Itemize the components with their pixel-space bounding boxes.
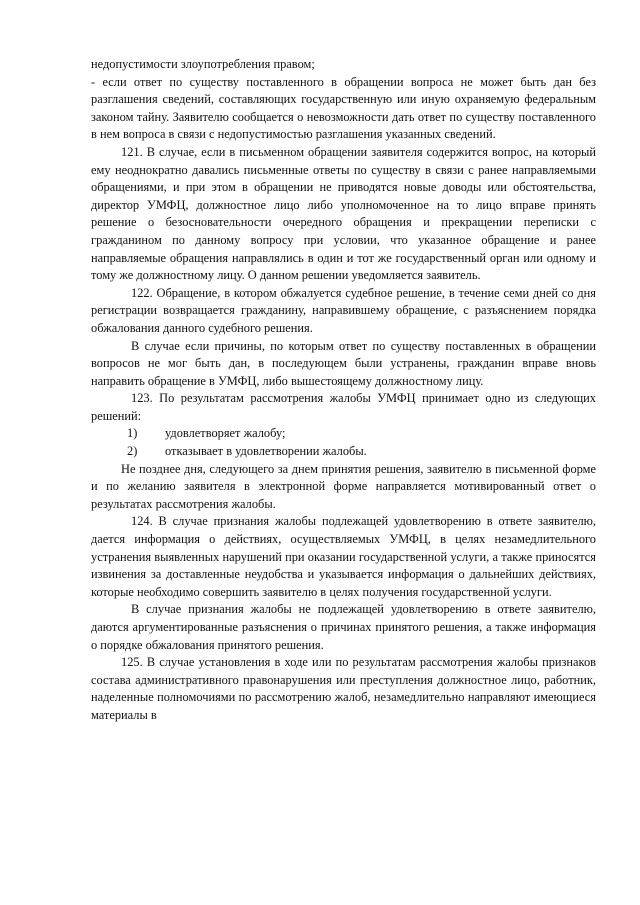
list-item-number: 1) xyxy=(127,426,138,441)
paragraph-122-followup: В случае если причины, по которым ответ по существу поставленных в обращении вопросов не мог быть дан, в последующем были устранены, гражданин вправе вновь направить обращение в УМФЦ, либо вышестоящему должностному лицу. xyxy=(91,338,596,388)
list-item xyxy=(91,425,596,443)
list-item-text: удовлетворяет жалобу; xyxy=(165,426,286,441)
paragraph-122: 122. Обращение, в котором обжалуется судебное решение, в течение семи дней со дня регистрации возвращается гражданину, направившему обращение, с разъяснением порядка обжалования данного судебного решения. xyxy=(91,285,596,335)
list-item-number: 2) xyxy=(127,444,138,459)
list-item-text: отказывает в удовлетворении жалобы. xyxy=(165,444,367,459)
paragraph-125: 125. В случае установления в ходе или по результатам рассмотрения жалобы признаков состава административного правонарушения или преступления должностное лицо, работник, наделенные полномочиями по рассмотрению жалоб, незамедлительно направляют имеющиеся материалы в xyxy=(91,655,596,722)
paragraph-response-deadline: Не позднее дня, следующего за днем принятия решения, заявителю в письменной форме и по желанию заявителя в электронной форме направляется мотивированный ответ о результатах рассмотрения жалобы. xyxy=(91,461,596,511)
paragraph-124-rejection: В случае признания жалобы не подлежащей удовлетворению в ответе заявителю, даются аргументированные разъяснения о причинах принятого решения, а также информация о порядке обжалования принятого решения. xyxy=(91,602,596,652)
paragraph-continuation: недопустимости злоупотребления правом; xyxy=(91,57,315,71)
paragraph-121: 121. В случае, если в письменном обращении заявителя содержится вопрос, на который ему неоднократно давались письменные ответы по существу в связи с ранее направляемыми обращениями, и при этом в обращении не приводятся новые доводы или обстоятельства, директор УМФЦ, должностное лицо либо уполномоченное на то лицо вправе принять решение о безосновательности очередного обращения и прекращении переписки с гражданином по данному вопросу при условии, что указанное обращение и ранее направляемые обращения направлялись в один и тот же государственный орган или одному и тому же должностному лицу. О данном решении уведомляется заявитель. xyxy=(91,144,596,283)
list-item xyxy=(91,443,596,461)
paragraph-bullet-secrecy: - если ответ по существу поставленного в обращении вопроса не может быть дан без разглашения сведений, составляющих государственную или иную охраняемую федеральным законом тайну. Заявителю сообщается о невозможности дать ответ по существу поставленного в нем вопроса в связи с недопустимостью разглашения указанных сведений. xyxy=(91,74,596,142)
paragraph-124: 124. В случае признания жалобы подлежащей удовлетворению в ответе заявителю, дается информация о действиях, осуществляемых УМФЦ, в целях незамедлительного устранения выявленных нарушений при оказании государственной услуги, а также приносятся извинения за доставленные неудобства и указывается информация о дальнейших действиях, которые необходимо совершить заявителю в целях получения государственной услуги. xyxy=(91,514,596,599)
document-page xyxy=(91,56,596,725)
paragraph-123: 123. По результатам рассмотрения жалобы УМФЦ принимает одно из следующих решений: xyxy=(91,391,596,423)
